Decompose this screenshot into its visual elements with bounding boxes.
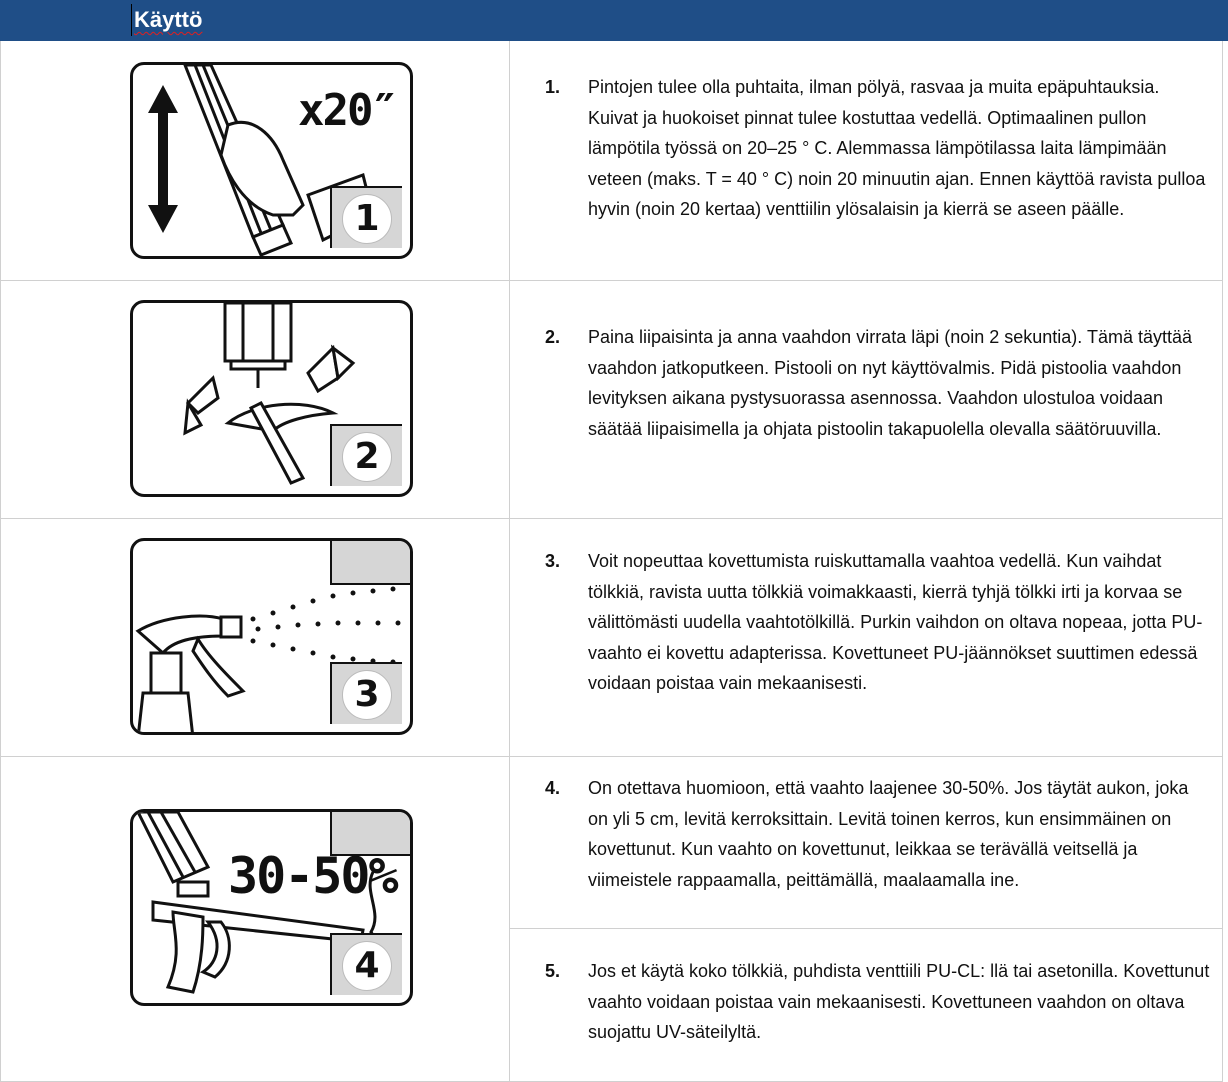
section-title[interactable]: Käyttö	[134, 7, 203, 32]
section-header	[0, 0, 1228, 41]
text-cursor	[131, 4, 132, 36]
step-badge-1: 1	[330, 186, 402, 248]
step-5-text: Jos et käytä koko tölkkiä, puhdista venttiili PU-CL: llä tai asetonilla. Kovettunut vaahto voidaan poistaa vain mekaanisesti. Kovettuneen vaahdon on oltava suojattu UV-säteilyltä.	[588, 961, 1210, 1042]
step-2-text: Paina liipaisinta ja anna vaahdon virrata läpi (noin 2 sekuntia). Tämä täyttää vaahdon jatkoputkeen. Pistooli on nyt käyttövalmis. Pidä pistoolia vaahdon levityksen aikana pystysuorassa asennossa. Vaahdon ulostuloa voidaan säätää liipaisimella ja ohjata pistoolin takapuolella olevalla säätöruuvilla.	[588, 327, 1193, 439]
step-4-number: 4.	[545, 778, 561, 798]
step-1-text: Pintojen tulee olla puhtaita, ilman pölyä, rasvaa ja muita epäpuhtauksia. Kuivat ja huokoiset pinnat tulee kostuttaa vedellä. Optimaalinen pullon lämpötila työssä on 20–25 ° C. Alemmassa lämpötilassa laita lämpimään veteen (maks. T = 40 ° C) noin 20 minuutin ajan. Ennen käyttöä ravista pulloa hyvin (noin 20 kertaa) venttiilin ylösalaisin ja kierrä se aseen päälle.	[588, 77, 1206, 219]
instruction-table	[0, 41, 1228, 1082]
step-3-number: 3.	[545, 551, 561, 571]
step-badge-2: 2	[330, 424, 402, 486]
shake-can-icon	[130, 62, 413, 259]
step-1-number: 1.	[545, 77, 561, 97]
step-2-number: 2.	[545, 327, 561, 347]
expansion-label: 30-50%	[228, 847, 397, 905]
step-4-text: On otettava huomioon, että vaahto laajenee 30-50%. Jos täytät aukon, joka on yli 5 cm, levitä kerroksittain. Levitä toinen kerros, kun ensimmäinen on kovettunut. Kun vaahto on kovettunut, leikkaa se terävällä veitsellä ja viimeistele rappaamalla, peittämällä, maalaamalla ine.	[588, 778, 1189, 890]
step-5-number: 5.	[545, 961, 561, 981]
attach-gun-icon	[130, 300, 413, 497]
repeat-label: x20″	[298, 85, 396, 136]
expansion-icon	[130, 809, 413, 1006]
spray-water-icon	[130, 538, 413, 735]
step-badge-4: 4	[330, 933, 402, 995]
step-3-text: Voit nopeuttaa kovettumista ruiskuttamalla vaahtoa vedellä. Kun vaihdat tölkkiä, ravista uutta tölkkiä voimakkaasti, kierrä tyhjä tölkki irti ja korvaa se välittömästi uudella vaahtotölkillä. Purkin vaihdon on oltava nopeaa, jotta PU-vaahto ei kovettu adapterissa. Kovettuneet PU-jäännökset suuttimen edessä voidaan poistaa vain mekaanisesti.	[588, 551, 1203, 693]
step-badge-3: 3	[330, 662, 402, 724]
